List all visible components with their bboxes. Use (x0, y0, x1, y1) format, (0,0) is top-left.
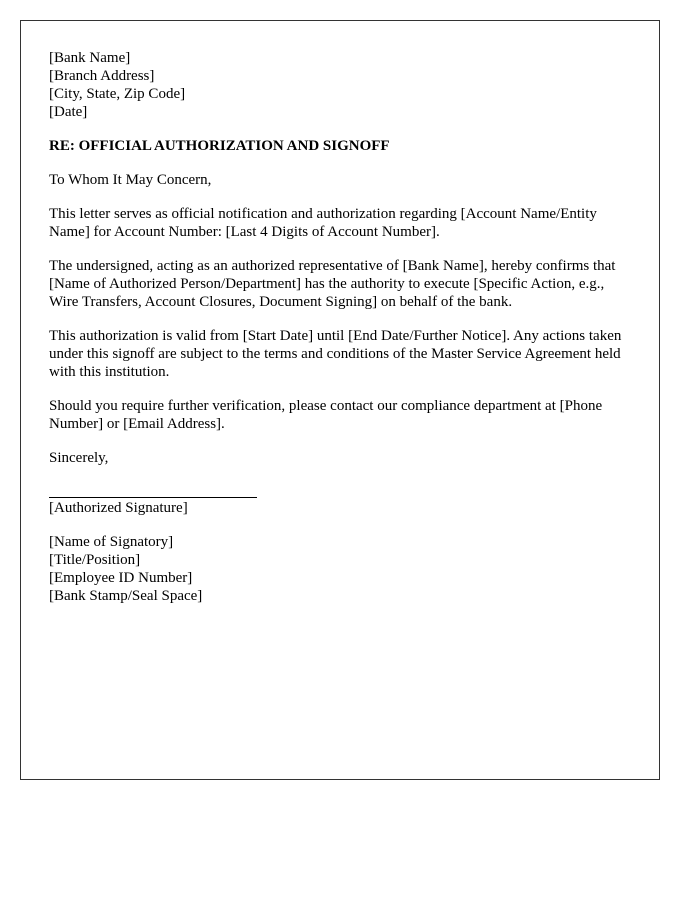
signature-line (49, 497, 257, 498)
signature-label: [Authorized Signature] (49, 500, 188, 516)
letter-page (20, 20, 660, 780)
signatory-details (49, 533, 634, 605)
letter-header (49, 49, 634, 121)
signatory-name-line: [Name of Signatory] (49, 534, 174, 550)
branch-address-line: [Branch Address] (49, 68, 155, 84)
paragraph-verification: Should you require further verification, please contact our compliance department at [Phone Number] or [Email Address]. (49, 398, 603, 432)
bank-stamp-line: [Bank Stamp/Seal Space] (49, 588, 203, 604)
salutation: To Whom It May Concern, (49, 172, 212, 188)
date-line: [Date] (49, 104, 88, 120)
letter-subject: RE: OFFICIAL AUTHORIZATION AND SIGNOFF (49, 138, 390, 154)
paragraph-confirmation: The undersigned, acting as an authorized representative of [Bank Name], hereby confirms that [Name of Authorized Person/Department] has the authority to execute [Specific Action, e.g., Wire Transfers, Account Closures, Document Signing] on behalf of the bank. (49, 258, 616, 310)
employee-id-line: [Employee ID Number] (49, 570, 193, 586)
closing: Sincerely, (49, 450, 109, 466)
city-state-zip-line: [City, State, Zip Code] (49, 86, 186, 102)
letter-content (49, 49, 634, 605)
paragraph-validity: This authorization is valid from [Start Date] until [End Date/Further Notice]. Any actions taken under this signoff are subject to the terms and conditions of the Master Service Agreement held with this institution. (49, 328, 622, 380)
bank-name-line: [Bank Name] (49, 50, 131, 66)
signatory-title-line: [Title/Position] (49, 552, 141, 568)
paragraph-notification: This letter serves as official notification and authorization regarding [Account Name/Entity Name] for Account Number: [Last 4 Digits of Account Number]. (49, 206, 597, 240)
